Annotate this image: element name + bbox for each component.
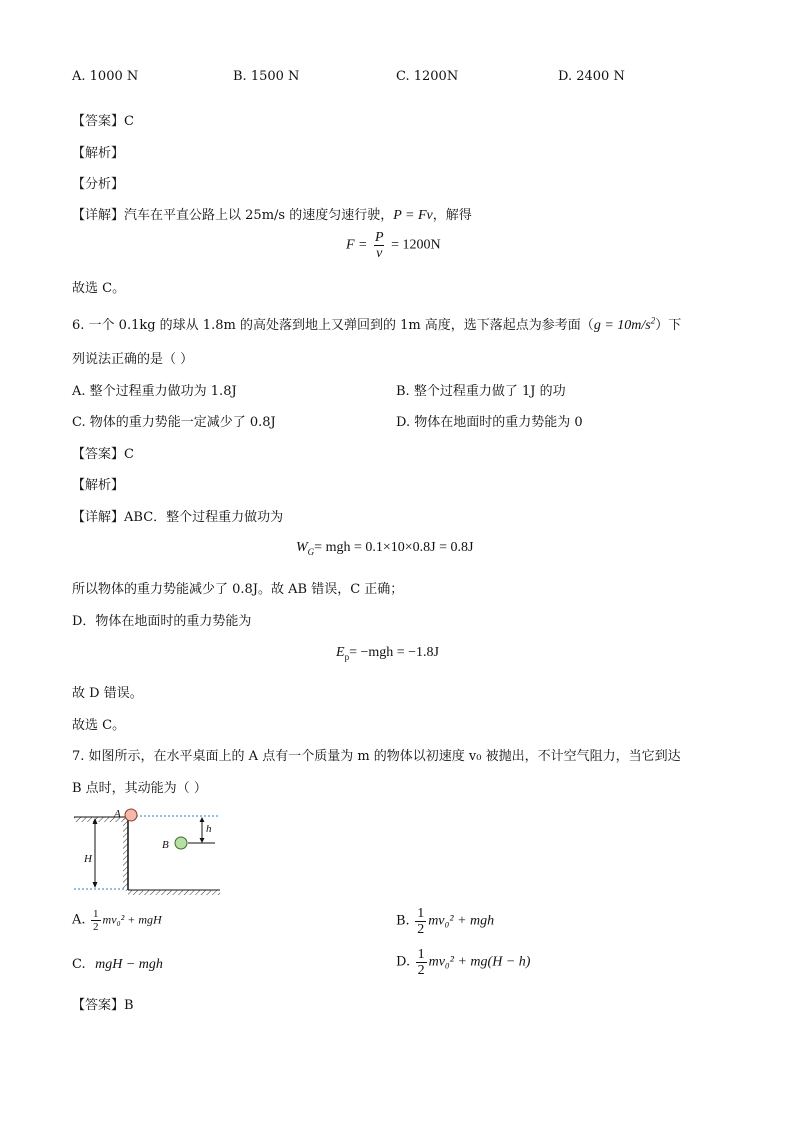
- ground-hatch: [128, 890, 220, 895]
- q6-detail: [72, 506, 283, 525]
- formula-w-lhs: W: [296, 540, 308, 555]
- ball-b: [175, 837, 187, 849]
- q5-answer: [72, 110, 134, 129]
- label-A: A: [114, 808, 121, 820]
- detail-tail: ，解得: [432, 208, 472, 223]
- detail-text: 汽车在平直公路上以 25m/s 的速度匀速行驶，: [124, 208, 394, 223]
- stem-tail: ）下: [655, 318, 682, 333]
- option-text: mv₀² + mg(H − h): [428, 954, 531, 970]
- label-h: h: [206, 823, 212, 835]
- fraction-numerator: P: [375, 230, 384, 245]
- option-label: C.: [72, 957, 86, 972]
- answer-value: C: [124, 114, 134, 129]
- option-label: B.: [396, 913, 410, 929]
- formula-e-rhs: = −mgh = −1.8J: [349, 645, 439, 660]
- q6-d-text: D．物体在地面时的重力势能为: [72, 614, 252, 629]
- formula-f-rhs: = 1200N: [391, 237, 441, 253]
- detail-label: 【详解】: [72, 208, 125, 223]
- option-text: mgH − mgh: [95, 957, 163, 972]
- answer-label: 【答案】: [72, 447, 125, 462]
- q7-figure: [70, 805, 222, 897]
- q7-option-c: [72, 957, 163, 973]
- q6-d-conclusion: 故 D 错误。: [72, 686, 143, 701]
- q6-conclusion: 故选 C。: [72, 718, 126, 733]
- q5-formula-f: [346, 230, 441, 261]
- q5-analysis-label: 【解析】: [72, 146, 125, 161]
- formula-e-lhs: E: [336, 645, 345, 660]
- formula-p: P = Fv: [393, 208, 433, 223]
- formula-f-fraction: [373, 230, 386, 261]
- q6-analysis-label: 【解析】: [72, 478, 125, 493]
- q5-option-c: C. 1200N: [396, 69, 459, 84]
- formula-w-sub: G: [307, 546, 315, 557]
- detail-text: ABC．整个过程重力做功为: [124, 510, 284, 525]
- formula-w-rhs: = mgh = 0.1×10×0.8J = 0.8J: [314, 540, 474, 555]
- h-small-arrow-head-bottom: [200, 838, 205, 843]
- answer-label: 【答案】: [72, 114, 125, 129]
- option-text: mv₀² + mgh: [428, 913, 495, 929]
- q7-option-b: [396, 906, 494, 937]
- q6-option-b: B. 整个过程重力做了 1J 的功: [396, 384, 566, 399]
- q5-detail: [72, 204, 472, 224]
- q6-stem-line2: 列说法正确的是（ ）: [72, 352, 194, 367]
- detail-label: 【详解】: [72, 510, 125, 525]
- q6-formula-e: [336, 645, 439, 662]
- q7-option-a: [72, 908, 162, 933]
- h-small-arrow-head-top: [200, 817, 205, 822]
- half-fraction: $\frac{1}{2}$: [93, 908, 99, 933]
- q7-stem-line1: 7. 如图所示，在水平桌面上的 A 点有一个质量为 m 的物体以初速度 v₀ 被抛出，不计空气阻力，当它到达: [72, 749, 681, 764]
- q5-option-a: A. 1000 N: [72, 69, 139, 84]
- stem-g: $g = 10m/s^2$: [593, 315, 656, 333]
- half-fraction: $\frac{1}{2}$: [417, 947, 425, 978]
- answer-value: B: [124, 998, 134, 1013]
- q6-formula-w: [296, 540, 473, 557]
- q5-fenxi-label: 【分析】: [72, 177, 125, 192]
- q5-option-d: D. 2400 N: [558, 69, 625, 84]
- q7-answer: [72, 994, 134, 1013]
- q6-stem-line1: [72, 314, 681, 334]
- answer-label: 【答案】: [72, 998, 125, 1013]
- ball-a: [125, 809, 137, 821]
- q6-option-c: C. 物体的重力势能一定减少了 0.8J: [72, 415, 276, 430]
- q6-answer: [72, 443, 134, 462]
- formula-e-sub: p: [344, 651, 350, 662]
- stem-text: 6. 一个 0.1kg 的球从 1.8m 的高处落到地上又弹回到的 1m 高度，选下落起点为参考面（: [72, 318, 594, 333]
- h-big-arrow-head-bottom: [93, 882, 98, 888]
- q7-option-d: [396, 947, 530, 978]
- option-label: D.: [396, 954, 411, 970]
- formula-f-lhs: F =: [346, 237, 368, 253]
- fraction-denominator: v: [376, 246, 383, 261]
- q6-result: 所以物体的重力势能减少了 0.8J。故 AB 错误，C 正确；: [72, 582, 404, 597]
- q5-conclusion: 故选 C。: [72, 281, 126, 296]
- q7-stem-line2: B 点时，其动能为（ ）: [72, 781, 207, 796]
- half-fraction: $\frac{1}{2}$: [417, 906, 425, 937]
- option-label: A.: [72, 912, 86, 928]
- answer-value: C: [124, 447, 134, 462]
- q6-option-d: D. 物体在地面时的重力势能为 0: [396, 415, 583, 430]
- label-B: B: [162, 839, 169, 851]
- q6-option-a: A. 整个过程重力做功为 1.8J: [72, 384, 237, 399]
- label-H: H: [84, 853, 92, 865]
- option-text: mv₀² + mgH: [102, 912, 162, 927]
- q5-option-b: B. 1500 N: [233, 69, 300, 84]
